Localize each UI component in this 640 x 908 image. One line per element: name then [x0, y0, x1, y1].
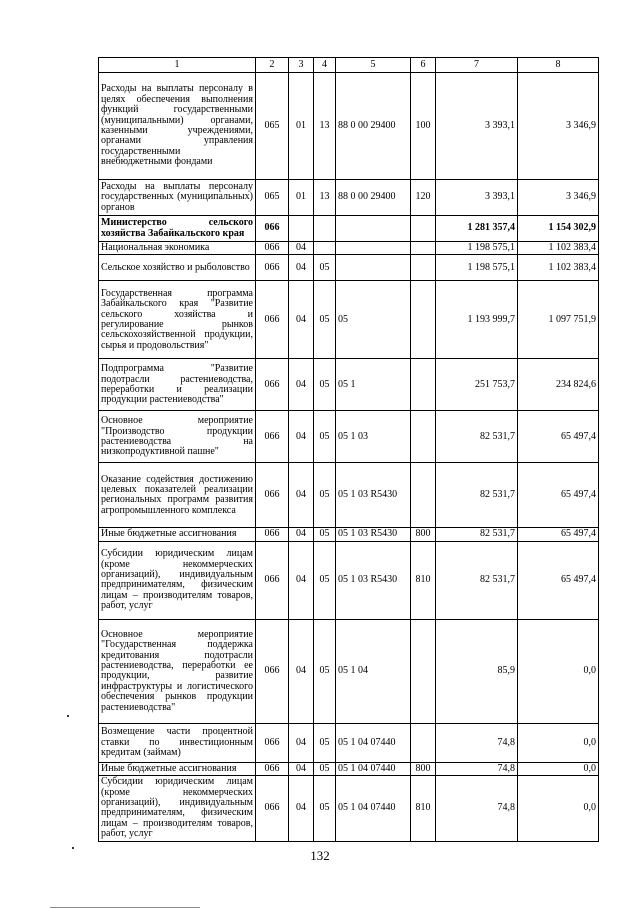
row-rz: 04: [289, 463, 314, 528]
row-ved: 066: [256, 411, 289, 463]
row-sum-2020: 3 393,1: [436, 73, 518, 180]
row-csr: 88 0 00 29400: [336, 180, 411, 216]
scan-mark: [67, 715, 69, 717]
row-vr: [411, 255, 436, 281]
row-name: Основное мероприятие "Государственная поддержка кредитования подотрасли растениеводства, переработки ее продукции, развитие инфраструктуры и логистического обеспечения рынков продукции растениеводства": [99, 619, 256, 723]
row-ved: 065: [256, 73, 289, 180]
row-pr: 05: [314, 762, 336, 775]
table-row: [99, 359, 599, 411]
row-ved: 066: [256, 281, 289, 359]
row-pr: 05: [314, 411, 336, 463]
row-csr: 88 0 00 29400: [336, 73, 411, 180]
row-pr: 05: [314, 723, 336, 762]
row-name: Расходы на выплаты персоналу в целях обеспечения выполнения функций государственными (муниципальными) органами, казенными учреждениями, органами управления государственными внебюджетными фондами: [99, 73, 256, 180]
row-ved: 066: [256, 619, 289, 723]
row-rz: 04: [289, 359, 314, 411]
row-csr: 05 1 03 R5430: [336, 463, 411, 528]
row-vr: 100: [411, 73, 436, 180]
row-rz: 04: [289, 411, 314, 463]
table-row: [99, 411, 599, 463]
row-rz: 04: [289, 762, 314, 775]
row-pr: 05: [314, 619, 336, 723]
row-pr: 05: [314, 776, 336, 841]
row-pr: 05: [314, 255, 336, 281]
row-pr: [314, 216, 336, 242]
table-row: [99, 242, 599, 255]
row-ved: 066: [256, 528, 289, 541]
row-name: Возмещение части процентной ставки по инвестиционным кредитам (займам): [99, 723, 256, 762]
row-sum-2020: 251 753,7: [436, 359, 518, 411]
row-name: Иные бюджетные ассигнования: [99, 762, 256, 775]
row-pr: 05: [314, 463, 336, 528]
table-row: [99, 528, 599, 541]
row-sum-2020: 74,8: [436, 776, 518, 841]
row-sum-2021: 234 824,6: [518, 359, 599, 411]
row-ved: 066: [256, 463, 289, 528]
row-rz: 04: [289, 723, 314, 762]
row-csr: [336, 242, 411, 255]
budget-table: [98, 57, 599, 842]
row-name: Министерство сельского хозяйства Забайкальского края: [99, 216, 256, 242]
row-rz: [289, 216, 314, 242]
row-sum-2021: 0,0: [518, 776, 599, 841]
table-row: [99, 180, 599, 216]
row-vr: 120: [411, 180, 436, 216]
row-pr: 13: [314, 180, 336, 216]
row-vr: [411, 463, 436, 528]
row-csr: 05 1 03: [336, 411, 411, 463]
row-sum-2020: 82 531,7: [436, 528, 518, 541]
row-pr: 05: [314, 359, 336, 411]
row-name: Оказание содействия достижению целевых показателей реализации региональных программ развития агропромышленного комплекса: [99, 463, 256, 528]
row-ved: 066: [256, 255, 289, 281]
table-row: [99, 619, 599, 723]
row-sum-2020: 82 531,7: [436, 463, 518, 528]
row-ved: 066: [256, 762, 289, 775]
row-name: Расходы на выплаты персоналу государственных (муниципальных) органов: [99, 180, 256, 216]
header-col-1: 1: [99, 58, 256, 73]
table-row: [99, 281, 599, 359]
row-vr: [411, 242, 436, 255]
row-sum-2020: 1 198 575,1: [436, 255, 518, 281]
row-vr: 800: [411, 762, 436, 775]
row-pr: 13: [314, 73, 336, 180]
table-row: [99, 762, 599, 775]
row-name: Национальная экономика: [99, 242, 256, 255]
row-sum-2020: 74,8: [436, 762, 518, 775]
row-sum-2021: 65 497,4: [518, 528, 599, 541]
row-csr: 05 1 04 07440: [336, 723, 411, 762]
row-sum-2021: 0,0: [518, 723, 599, 762]
row-vr: [411, 411, 436, 463]
row-ved: 066: [256, 541, 289, 619]
header-col-4: 4: [314, 58, 336, 73]
row-sum-2020: 1 193 999,7: [436, 281, 518, 359]
row-rz: 04: [289, 242, 314, 255]
row-csr: [336, 255, 411, 281]
row-ved: 066: [256, 359, 289, 411]
row-rz: 01: [289, 180, 314, 216]
row-sum-2020: 74,8: [436, 723, 518, 762]
row-name: Субсидии юридическим лицам (кроме некоммерческих организаций), индивидуальным предпринимателям, физическим лицам – производителям товаров, работ, услуг: [99, 776, 256, 841]
header-col-2: 2: [256, 58, 289, 73]
row-sum-2020: 3 393,1: [436, 180, 518, 216]
row-vr: [411, 619, 436, 723]
row-sum-2021: 0,0: [518, 619, 599, 723]
row-sum-2021: 3 346,9: [518, 180, 599, 216]
row-ved: 066: [256, 723, 289, 762]
row-name: Основное мероприятие "Производство продукции растениеводства на низкопродуктивной пашне": [99, 411, 256, 463]
row-rz: 04: [289, 255, 314, 281]
row-rz: 04: [289, 776, 314, 841]
row-sum-2020: 82 531,7: [436, 411, 518, 463]
header-col-5: 5: [336, 58, 411, 73]
table-row: [99, 723, 599, 762]
row-sum-2021: 1 154 302,9: [518, 216, 599, 242]
row-vr: 800: [411, 528, 436, 541]
row-vr: [411, 281, 436, 359]
row-csr: 05 1: [336, 359, 411, 411]
row-sum-2020: 82 531,7: [436, 541, 518, 619]
table-row: [99, 776, 599, 841]
row-sum-2021: 3 346,9: [518, 73, 599, 180]
row-vr: [411, 216, 436, 242]
row-sum-2021: 1 097 751,9: [518, 281, 599, 359]
table-row: [99, 463, 599, 528]
row-name: Субсидии юридическим лицам (кроме некоммерческих организаций), индивидуальным предпринимателям, физическим лицам – производителям товаров, работ, услуг: [99, 541, 256, 619]
row-rz: 04: [289, 528, 314, 541]
table-row: [99, 216, 599, 242]
row-sum-2021: 0,0: [518, 762, 599, 775]
row-sum-2021: 65 497,4: [518, 463, 599, 528]
scan-mark: [72, 847, 74, 849]
header-col-7: 7: [436, 58, 518, 73]
row-csr: 05 1 04: [336, 619, 411, 723]
page-number: 132: [310, 848, 330, 863]
row-rz: 04: [289, 281, 314, 359]
row-sum-2021: 1 102 383,4: [518, 242, 599, 255]
table-header-row: [99, 58, 599, 73]
row-csr: [336, 216, 411, 242]
row-sum-2020: 1 281 357,4: [436, 216, 518, 242]
row-ved: 065: [256, 180, 289, 216]
row-ved: 066: [256, 216, 289, 242]
row-rz: 04: [289, 619, 314, 723]
row-name: Государственная программа Забайкальского края "Развитие сельского хозяйства и регулирование рынков сельскохозяйственной продукции, сырья и продовольствия": [99, 281, 256, 359]
row-name: Подпрограмма "Развитие подотрасли растениеводства, переработки и реализации продукции растениеводства": [99, 359, 256, 411]
row-csr: 05 1 03 R5430: [336, 528, 411, 541]
row-rz: 01: [289, 73, 314, 180]
row-pr: 05: [314, 528, 336, 541]
row-vr: 810: [411, 776, 436, 841]
row-csr: 05 1 04 07440: [336, 776, 411, 841]
row-csr: 05 1 04 07440: [336, 762, 411, 775]
table-row: [99, 73, 599, 180]
row-name: Сельское хозяйство и рыболовство: [99, 255, 256, 281]
row-pr: 05: [314, 541, 336, 619]
row-pr: 05: [314, 281, 336, 359]
row-sum-2020: 1 198 575,1: [436, 242, 518, 255]
header-col-3: 3: [289, 58, 314, 73]
row-ved: 066: [256, 242, 289, 255]
table-row: [99, 541, 599, 619]
row-sum-2021: 65 497,4: [518, 411, 599, 463]
row-name: Иные бюджетные ассигнования: [99, 528, 256, 541]
row-csr: 05 1 03 R5430: [336, 541, 411, 619]
table-row: [99, 255, 599, 281]
header-col-6: 6: [411, 58, 436, 73]
row-sum-2021: 1 102 383,4: [518, 255, 599, 281]
row-rz: 04: [289, 541, 314, 619]
row-pr: [314, 242, 336, 255]
header-col-8: 8: [518, 58, 599, 73]
row-ved: 066: [256, 776, 289, 841]
row-sum-2020: 85,9: [436, 619, 518, 723]
row-vr: [411, 359, 436, 411]
row-sum-2021: 65 497,4: [518, 541, 599, 619]
row-vr: 810: [411, 541, 436, 619]
row-csr: 05: [336, 281, 411, 359]
row-vr: [411, 723, 436, 762]
